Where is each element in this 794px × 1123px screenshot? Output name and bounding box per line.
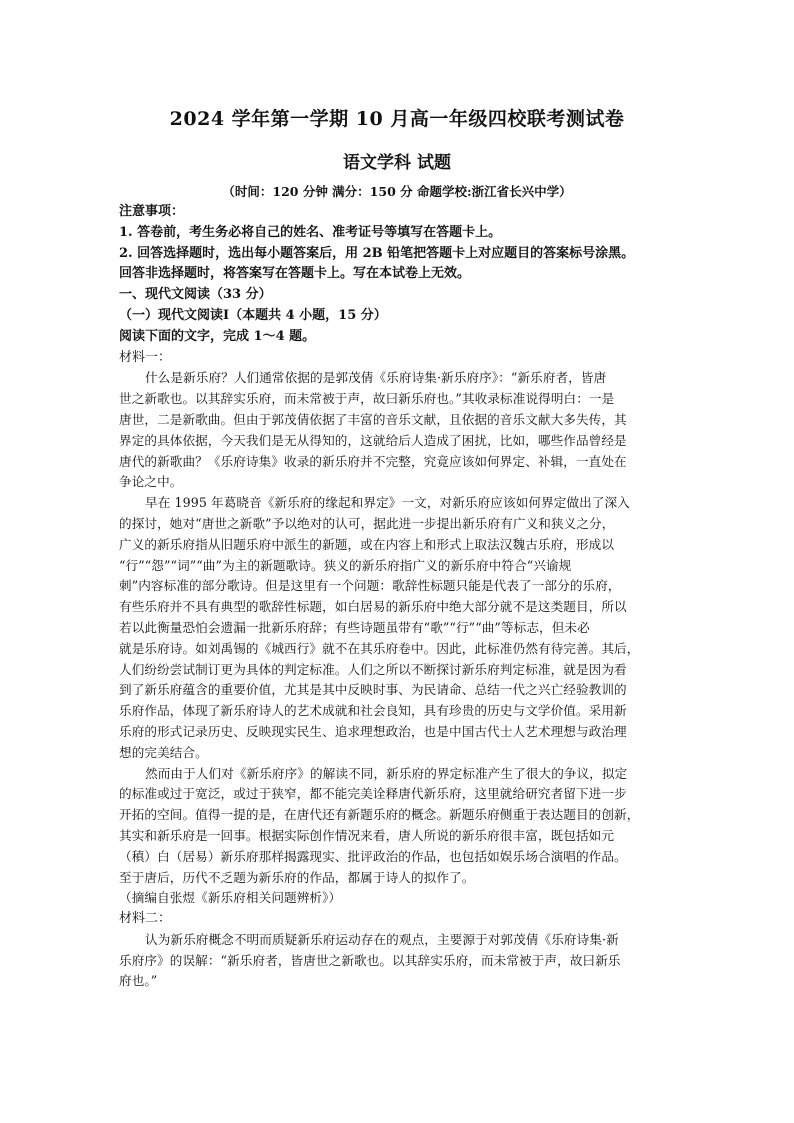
exam-meta: （时间：120 分钟 满分：150 分 命题学校:浙江省长兴中学） bbox=[222, 184, 572, 199]
notice-item-2: 2. 回答选择题时，选出每小题答案后，用 2B 铅笔把答题卡上对应题目的答案标号涂黑。 bbox=[119, 245, 635, 261]
passage-line: 争论之中。 bbox=[119, 474, 183, 490]
passage-line: 府也。” bbox=[119, 973, 158, 989]
exam-title: 2024 学年第一学期 10 月高一年级四校联考测试卷 bbox=[169, 108, 625, 130]
notice-heading: 注意事项： bbox=[119, 204, 185, 219]
passage-line: 的标准或过于宽泛，或过于狭窄，都不能完美诠释唐代新乐府，这里就给研究者留下进一步 bbox=[119, 786, 627, 802]
passage-line: 刺”内容标准的部分歌诗。但是这里有一个问题：歌辞性标题只能是代表了一部分的乐府， bbox=[119, 578, 621, 594]
passage-line: 若以此衡量恐怕会遗漏一批新乐府辞；有些诗题虽带有“歌”“行”“曲”等标志，但未必 bbox=[119, 619, 590, 635]
passage-line: 什么是新乐府？人们通常依据的是郭茂倩《乐府诗集·新乐府序》：“新乐府者，皆唐 bbox=[145, 370, 607, 386]
passage-line: 早在 1995 年葛晓音《新乐府的缘起和界定》一文，对新乐府应该如何界定做出了深入 bbox=[145, 495, 630, 511]
passage-line: 唐世，二是新歌曲。但由于郭茂倩依据了丰富的音乐文献，且依据的音乐文献大多失传，其 bbox=[119, 411, 627, 427]
passage-line: 有些乐府并不具有典型的歌辞性标题，如白居易的新乐府中绝大部分就不是这类题目，所以 bbox=[119, 599, 627, 615]
passage-line: 广义的新乐府指从旧题乐府中派生的新题，或在内容上和形式上取法汉魏古乐府，形成以 bbox=[119, 536, 615, 552]
passage-line: 认为新乐府概念不明而质疑新乐府运动存在的观点，主要源于对郭茂倩《乐府诗集·新 bbox=[145, 931, 619, 947]
section-heading: 一、现代文阅读（33 分） bbox=[119, 287, 272, 303]
passage-line: 开拓的空间。值得一提的是，在唐代还有新题乐府的概念。新题乐府侧重于表达题目的创新， bbox=[119, 807, 640, 823]
passage-source: （摘编自张煜《新乐府相关问题辨析》） bbox=[119, 890, 342, 906]
passage-line: 至于唐后，历代不乏题为新乐府的作品，都属于诗人的拟作了。 bbox=[119, 869, 475, 885]
exam-subtitle: 语文学科 试题 bbox=[343, 153, 451, 173]
passage-line: 界定的具体依据，今天我们是无从得知的，这就给后人造成了困扰，比如，哪些作品曾经是 bbox=[119, 432, 627, 448]
notice-item-2-cont: 回答非选择题时，将答案写在答题卡上。写在本试卷上无效。 bbox=[119, 266, 471, 282]
passage-line: 乐府作品，体现了新乐府诗人的艺术成就和社会良知，具有珍贵的历史与文学价值。采用新 bbox=[119, 703, 627, 719]
passage-line: 世之新歌也。以其辞实乐府，而未常被于声，故曰新乐府也。”其收录标准说得明白：一是 bbox=[119, 391, 615, 407]
passage-line: 到了新乐府蕴含的重要价值，尤其是其中反映时事、为民请命、总结一代之兴亡经验教训的 bbox=[119, 682, 627, 698]
passage-line: 的探讨，她对“唐世之新歌”予以绝对的认可，据此进一步提出新乐府有广义和狭义之分， bbox=[119, 515, 615, 531]
passage-line: 乐府序》的误解：“新乐府者，皆唐世之新歌也。以其辞实乐府，而未常被于声，故曰新乐 bbox=[119, 952, 621, 968]
exam-body bbox=[119, 202, 687, 992]
section-instruction: 阅读下面的文字，完成 1～4 题。 bbox=[119, 328, 316, 344]
passage-line: 人们纷纷尝试制订更为具体的判定标准。人们之所以不断探讨新乐府判定标准，就是因为看 bbox=[119, 661, 627, 677]
passage-line: 其实和新乐府是一回事。根据实际创作情况来看，唐人所说的新乐府很丰富，既包括如元 bbox=[119, 827, 615, 843]
section-sub-heading: （一）现代文阅读Ⅰ（本题共 4 小题，15 分） bbox=[119, 307, 387, 323]
passage-line: 唐代的新歌曲？《乐府诗集》收录的新乐府并不完整，究竟应该如何界定、补辑，一直处在 bbox=[119, 453, 627, 469]
notice-item-1: 1. 答卷前，考生务必将自己的姓名、准考证号等填写在答题卡上。 bbox=[119, 224, 502, 240]
material-2-label: 材料二： bbox=[119, 911, 172, 927]
passage-line: 想的完美结合。 bbox=[119, 744, 208, 760]
passage-line: 就是乐府诗。如刘禹锡的《城西行》就不在其乐府卷中。因此，此标准仍然有待完善。其后， bbox=[119, 640, 640, 656]
passage-line: 乐府的形式记录历史、反映现实民生、追求理想政治，也是中国古代士人艺术理想与政治理 bbox=[119, 723, 627, 739]
passage-line: （稹）白（居易）新乐府那样揭露现实、批评政治的作品，也包括如娱乐场合演唱的作品。 bbox=[119, 848, 627, 864]
passage-line: “行”“怨”“词”“曲”为主的新题歌诗。狭义的新乐府指广义的新乐府中符合“兴谕规 bbox=[119, 557, 572, 573]
passage-line: 然而由于人们对《新乐府序》的解读不同，新乐府的界定标准产生了很大的争议，拟定 bbox=[145, 765, 628, 781]
material-1-label: 材料一： bbox=[119, 349, 172, 365]
